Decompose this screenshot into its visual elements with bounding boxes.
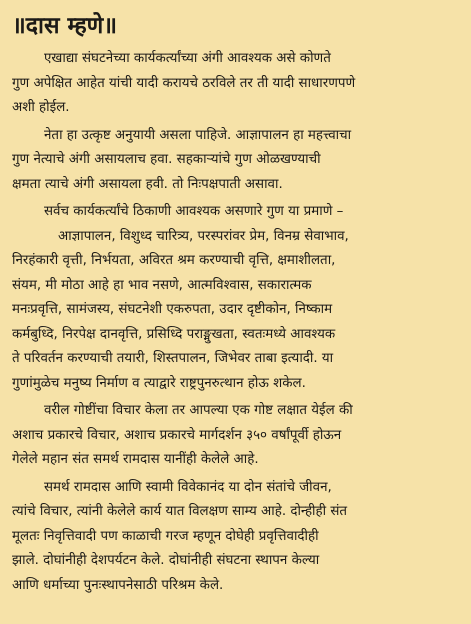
paragraph-2 bbox=[12, 124, 457, 198]
paragraph-1 bbox=[12, 47, 457, 121]
text-line: वरील गोष्टींचा विचार केला तर आपल्या एक गोष्ट लक्षात येईल की bbox=[44, 403, 353, 418]
text-line: गुण अपेक्षित आहेत यांची यादी करायचे ठरविले तर ती यादी साधारणपणे bbox=[12, 75, 356, 91]
text-line: समर्थ रामदास आणि स्वामी विवेकानंद या दोन संतांचे जीवन, bbox=[44, 479, 332, 495]
text-line: क्षमता त्याचे अंगी असायला हवी. तो निःपक्षपाती असावा. bbox=[12, 176, 283, 192]
text-line: मनःप्रवृत्ति, सामंजस्य, संघटनेशी एकरुपता, उदार दृष्टीकोन, निष्काम bbox=[12, 302, 333, 317]
text-line: गेलेले महान संत समर्थ रामदास यानींही केलेले आहे. bbox=[12, 452, 259, 467]
text-line: अशी होईल. bbox=[12, 100, 70, 115]
text-line: मूलतः निवृत्तिवादी पण काळाची गरज म्हणून दोघेही प्रवृत्तिवादीही bbox=[12, 528, 319, 544]
text-line: आणि धर्माच्या पुनःस्थापनेसाठी परिश्रम केले. bbox=[12, 577, 224, 593]
text-line: गुण नेत्याचे अंगी असायलाच हवा. सहकाऱ्यांचे गुण ओळखण्याची bbox=[12, 152, 321, 167]
text-line: सर्वच कार्यकर्त्यांचे ठिकाणी आवश्यक असणारे गुण या प्रमाणे – bbox=[44, 204, 344, 219]
text-line: निरहंकारी वृत्ती, निर्भयता, अविरत श्रम करण्याची वृत्ति, क्षमाशीलता, bbox=[12, 253, 336, 268]
paragraph-4 bbox=[12, 399, 457, 473]
text-line: ते परिवर्तन करण्याची तयारी, शिस्तपालन, जिभेवर ताबा इत्यादी. या bbox=[12, 351, 334, 366]
text-line: एखाद्या संघटनेच्या कार्यकर्त्यांच्या अंगी आवश्यक असे कोणते bbox=[44, 51, 331, 66]
text-line: झाले. दोघांनीही देशपर्यटन केले. दोघांनीही संघटना स्थापन केल्या bbox=[12, 553, 320, 568]
text-line: त्यांचे विचार, त्यांनी केलेले कार्य यात विलक्षण साम्य आहे. दोन्हीही संत bbox=[12, 504, 348, 519]
text-line: अशाच प्रकारचे विचार, अशाच प्रकारचे मार्गदर्शन ३५० वर्षांपूर्वी होऊन bbox=[12, 427, 342, 443]
text-line: नेता हा उत्कृष्ट अनुयायी असला पाहिजे. आज्ञापालन हा महत्त्वाचा bbox=[44, 127, 352, 143]
paragraph-5 bbox=[12, 476, 457, 599]
page-title: ॥दास म्हणे॥ bbox=[12, 13, 118, 39]
text-line: आज्ञापालन, विशुध्द चारित्र्य, परस्परांवर प्रेम, विनम्र सेवाभाव, bbox=[58, 228, 349, 244]
paragraph-3 bbox=[12, 200, 457, 396]
text-line: कर्मबुध्दि, निरपेक्ष दानवृत्ति, प्रसिध्दि पराङ्मुखता, स्वतःमध्ये आवश्यक bbox=[12, 326, 336, 342]
text-line: संयम, मी मोठा आहे हा भाव नसणे, आत्मविश्वास, सकारात्मक bbox=[12, 277, 312, 293]
text-line: गुणांमुळेच मनुष्य निर्माण व त्याद्वारे राष्ट्रपुनरुत्थान होऊ शकेल. bbox=[12, 375, 306, 391]
